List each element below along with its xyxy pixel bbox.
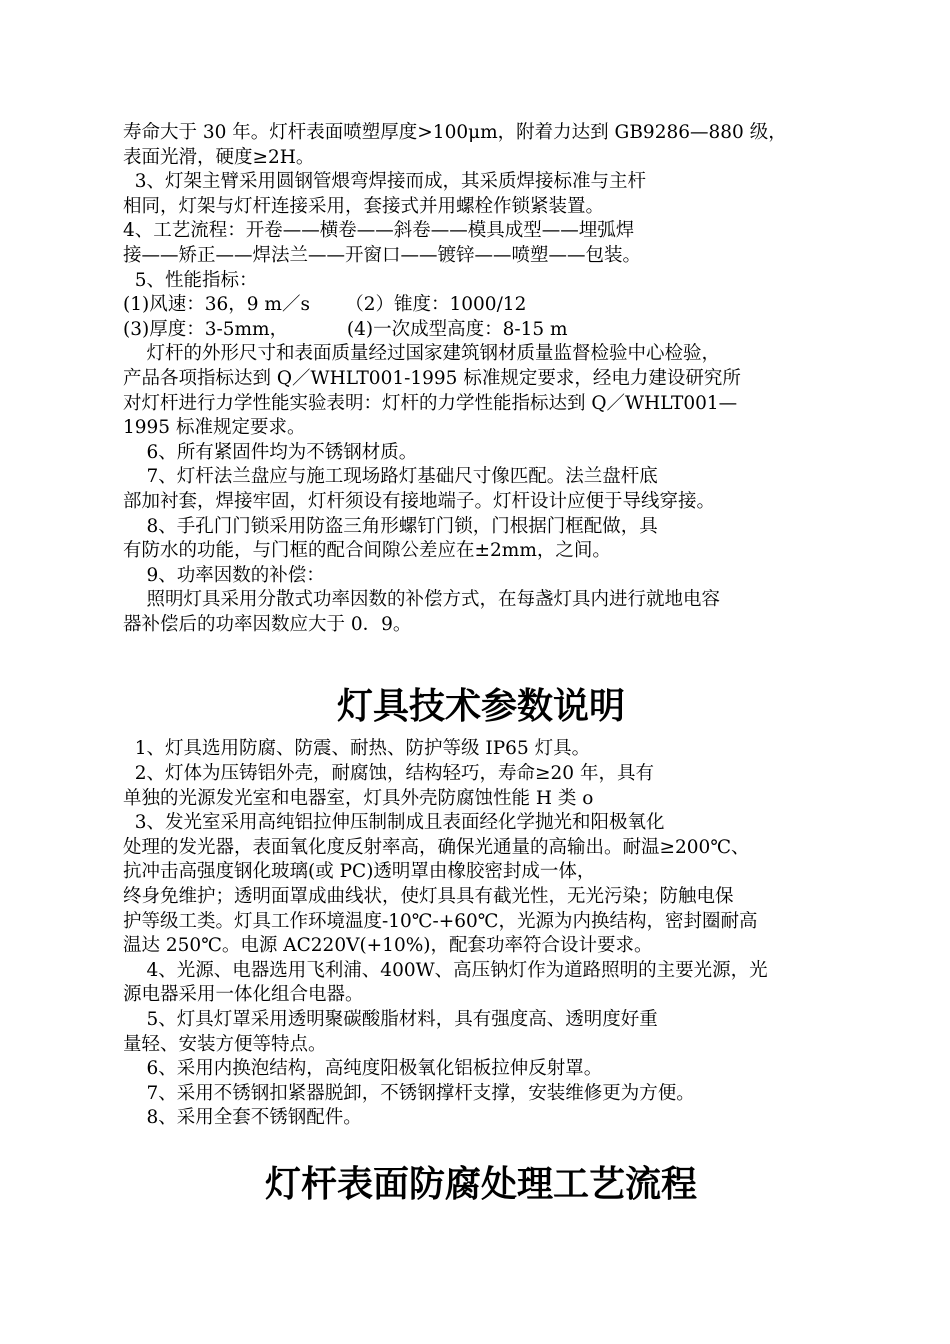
paragraph-line: 4、光源、电器选用飞利浦、400W、高压钠灯作为道路照明的主要光源，光 bbox=[123, 959, 768, 981]
paragraph-line: 2、灯体为压铸铝外壳，耐腐蚀，结构轻巧，寿命≥20 年，具有 bbox=[123, 763, 654, 785]
paragraph-line: 灯杆的外形尺寸和表面质量经过国家建筑钢材质量监督检验中心检验， bbox=[123, 343, 721, 365]
paragraph-line: 4、工艺流程：开卷——横卷——斜卷——模具成型——埋弧焊 bbox=[123, 220, 635, 242]
paragraph-line: 5、灯具灯罩采用透明聚碳酸脂材料，具有强度高、透明度好重 bbox=[123, 1009, 658, 1030]
paragraph-line: (3)厚度：3-5mm， (4)一次成型高度：8-15 m bbox=[123, 318, 568, 340]
paragraph-line: 5、性能指标： bbox=[123, 269, 258, 291]
paragraph-line: 器补偿后的功率因数应大于 0．9。 bbox=[123, 613, 412, 635]
paragraph-line: 8、手孔门门锁采用防盗三角形螺钉门锁，门根据门框配做，具 bbox=[123, 515, 658, 537]
paragraph-line: 寿命大于 30 年。灯杆表面喷塑厚度>100μm，附着力达到 GB9286—880 级， bbox=[123, 122, 787, 143]
paragraph-line: 表面光滑，硬度≥2H。 bbox=[123, 146, 315, 168]
paragraph-line: 7、灯杆法兰盘应与施工现场路灯基础尺寸像匹配。法兰盘杆底 bbox=[123, 466, 658, 488]
paragraph-line: 6、采用内换泡结构，高纯度阳极氧化铝板拉伸反射罩。 bbox=[123, 1058, 603, 1080]
paragraph-line: 照明灯具采用分散式功率因数的补偿方式，在每盏灯具内进行就地电容 bbox=[123, 589, 721, 611]
paragraph-line: 接——矫正——焊法兰——开窗口——镀锌——喷塑——包装。 bbox=[123, 244, 642, 266]
paragraph-line: 量轻、安装方便等特点。 bbox=[123, 1033, 327, 1055]
document-content bbox=[123, 121, 839, 1215]
paragraph-line: 7、采用不锈钢扣紧器脱卸，不锈钢撑杆支撑，安装维修更为方便。 bbox=[123, 1082, 695, 1104]
paragraph-line: 1995 标准规定要求。 bbox=[123, 417, 306, 439]
luminaire-spec-heading: 灯具技术参数说明 bbox=[336, 686, 625, 728]
paragraph-line: 处理的发光器，表面氧化度反射率高，确保光通量的高输出。耐温≥200℃、 bbox=[123, 836, 750, 858]
pole-spec-section bbox=[123, 121, 839, 637]
paragraph-line: 8、采用全套不锈钢配件。 bbox=[123, 1107, 362, 1129]
anticorrosion-process-heading: 灯杆表面防腐处理工艺流程 bbox=[264, 1163, 697, 1205]
paragraph-line: 源电器采用一体化组合电器。 bbox=[123, 984, 364, 1006]
paragraph-line: 3、灯架主臂采用圆钢管煨弯焊接而成，其采质焊接标准与主杆 bbox=[123, 171, 647, 193]
paragraph-line: 9、功率因数的补偿： bbox=[123, 564, 325, 586]
paragraph-line: 1、灯具选用防腐、防震、耐热、防护等级 IP65 灯具。 bbox=[123, 738, 591, 760]
paragraph-line: 温达 250℃。电源 AC220V(+10%)，配套功率符合设计要求。 bbox=[123, 935, 653, 957]
paragraph-line: 3、发光室采用高纯铝拉伸压制制成且表面经化学抛光和阳极氧化 bbox=[123, 812, 665, 834]
paragraph-line: 单独的光源发光室和电器室，灯具外壳防腐蚀性能 H 类 o bbox=[123, 787, 594, 809]
paragraph-line: 部加衬套，焊接牢固，灯杆须设有接地端子。灯杆设计应便于导线穿接。 bbox=[123, 490, 716, 512]
paragraph-line: 抗冲击高强度钢化玻璃(或 PC)透明罩由橡胶密封成一体， bbox=[123, 861, 596, 883]
paragraph-line: 相同，灯架与灯杆连接采用，套接式并用螺栓作锁紧装置。 bbox=[123, 195, 605, 217]
paragraph-line: (1)风速：36，9 m／s （2）锥度：1000/12 bbox=[123, 294, 527, 316]
paragraph-line: 产品各项指标达到 Q／WHLT001-1995 标准规定要求，经电力建设研究所 bbox=[123, 367, 741, 389]
paragraph-line: 6、所有紧固件均为不锈钢材质。 bbox=[123, 441, 418, 463]
paragraph-line: 有防水的功能，与门框的配合间隙公差应在±2mm，之间。 bbox=[123, 540, 611, 562]
paragraph-line: 终身免维护；透明面罩成曲线状，使灯具具有截光性，无光污染；防触电保 bbox=[123, 886, 734, 908]
paragraph-line: 护等级工类。灯具工作环境温度-10℃-+60℃，光源为内换结构，密封圈耐高 bbox=[123, 910, 758, 932]
paragraph-line: 对灯杆进行力学性能实验表明：灯杆的力学性能指标达到 Q／WHLT001— bbox=[123, 392, 738, 414]
luminaire-spec-section bbox=[123, 737, 839, 1131]
